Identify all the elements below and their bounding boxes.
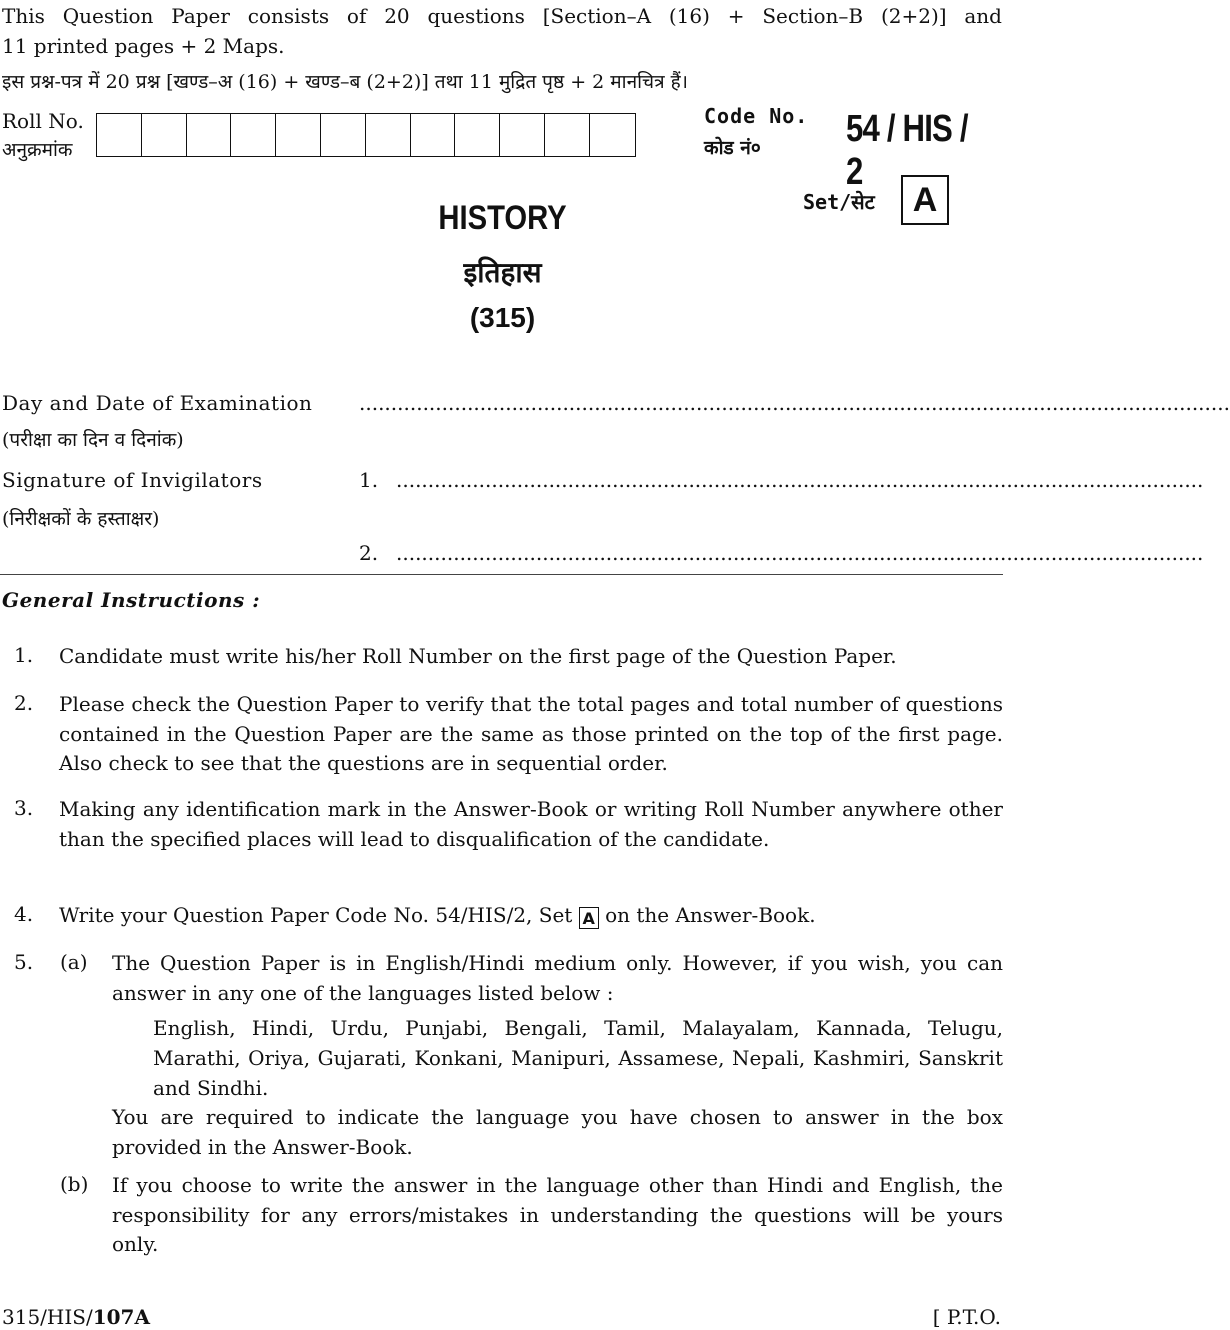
set-box: A <box>901 175 949 225</box>
roll-digit-box[interactable] <box>411 114 456 156</box>
language-list: English, Hindi, Urdu, Punjabi, Bengali, Tamil, Malayalam, Kannada, Telugu, Marathi, Oriya, Gujarati, Konkani, Manipuri, Assamese, Nepali, Kashmiri, Sanskrit and Sindhi. <box>153 1016 1003 1100</box>
signature-2-line[interactable]: ............................................................................................................................... <box>396 541 1204 565</box>
paper-info-hindi: इस प्रश्न-पत्र में 20 प्रश्न [खण्ड–अ (16) + खण्ड–ब (2+2)] तथा 11 मुद्रित पृष्ठ + 2 मानचित्र हैं। <box>2 71 688 93</box>
roll-digit-box[interactable] <box>142 114 187 156</box>
instruction-text: Making any identification mark in the Answer-Book or writing Roll Number anywhere other than the specified places will lead to disqualification of the candidate. <box>59 797 1003 851</box>
set-label: Set/सेट <box>803 190 875 214</box>
roll-digit-box[interactable] <box>366 114 411 156</box>
roll-digit-box[interactable] <box>276 114 321 156</box>
paper-code: 54 / HIS / 2 <box>846 108 968 193</box>
roll-digit-box[interactable] <box>321 114 366 156</box>
set-inline-box: A <box>579 907 599 929</box>
instruction-number: 3. <box>14 796 34 820</box>
subject-title: HISTORY <box>438 199 567 237</box>
instruction-number: 2. <box>14 691 34 715</box>
sub-item-mark: (a) <box>60 950 88 974</box>
subject-code: (315) <box>469 302 536 333</box>
footer-pto: [ P.T.O. <box>932 1305 1001 1329</box>
subject-title-hindi: इतिहास <box>463 256 542 289</box>
signature-1-number: 1. <box>359 468 379 492</box>
instruction-text <box>59 901 1003 931</box>
paper-info-english: This Question Paper consists of 20 questions [Section–A (16) + Section–B (2+2)] and <box>2 4 1002 28</box>
footer-paper-code <box>2 1305 150 1329</box>
divider <box>0 574 1003 575</box>
exam-date-label: Day and Date of Examination <box>2 391 313 415</box>
instruction-text: Candidate must write his/her Roll Number on the first page of the Question Paper. <box>59 644 897 668</box>
roll-number-boxes[interactable] <box>96 113 636 157</box>
roll-digit-box[interactable] <box>500 114 545 156</box>
invigilators-label-hindi: (निरीक्षकों के हस्ताक्षर) <box>2 508 160 530</box>
roll-digit-box[interactable] <box>97 114 142 156</box>
roll-digit-box[interactable] <box>590 114 635 156</box>
roll-digit-box[interactable] <box>455 114 500 156</box>
roll-number-label-hindi: अनुक्रमांक <box>2 139 73 161</box>
footer-code-bold: 107A <box>92 1305 150 1329</box>
exam-date-line[interactable]: ......................................................................................................................................... <box>359 391 1230 415</box>
sub-item-mark: (b) <box>60 1172 89 1196</box>
paper-info-english-line2: 11 printed pages + 2 Maps. <box>2 34 285 58</box>
instruction-number: 4. <box>14 902 34 926</box>
roll-digit-box[interactable] <box>545 114 590 156</box>
instruction-4-before: Write your Question Paper Code No. 54/HIS/2, Set <box>59 903 573 927</box>
roll-digit-box[interactable] <box>231 114 276 156</box>
sub-item-text: The Question Paper is in English/Hindi medium only. However, if you wish, you can answer in any one of the languages listed below : <box>112 951 1003 1005</box>
signature-1-line[interactable]: ............................................................................................................................... <box>396 468 1204 492</box>
roll-digit-box[interactable] <box>187 114 232 156</box>
sub-item-text: You are required to indicate the language you have chosen to answer in the box provided in the Answer-Book. <box>112 1105 1003 1159</box>
footer-code-prefix: 315/HIS/ <box>2 1305 93 1329</box>
instruction-text: Please check the Question Paper to verify that the total pages and total number of questions contained in the Question Paper are the same as those printed on the top of the first page. Also check to see that the questions are in sequential order. <box>59 692 1003 775</box>
code-number-label: Code No. <box>704 104 809 128</box>
exam-date-label-hindi: (परीक्षा का दिन व दिनांक) <box>2 429 184 451</box>
sub-item-text: If you choose to write the answer in the language other than Hindi and English, the responsibility for any errors/mistakes in understanding the questions will be yours only. <box>112 1173 1003 1256</box>
general-instructions-title: General Instructions : <box>2 588 261 612</box>
instruction-number: 1. <box>14 643 34 667</box>
instruction-number: 5. <box>14 950 34 974</box>
code-number-label-hindi: कोड नं० <box>704 137 761 159</box>
roll-number-label: Roll No. <box>2 109 84 133</box>
signature-2-number: 2. <box>359 541 379 565</box>
invigilators-label: Signature of Invigilators <box>2 468 263 492</box>
instruction-4-after: on the Answer-Book. <box>605 903 816 927</box>
